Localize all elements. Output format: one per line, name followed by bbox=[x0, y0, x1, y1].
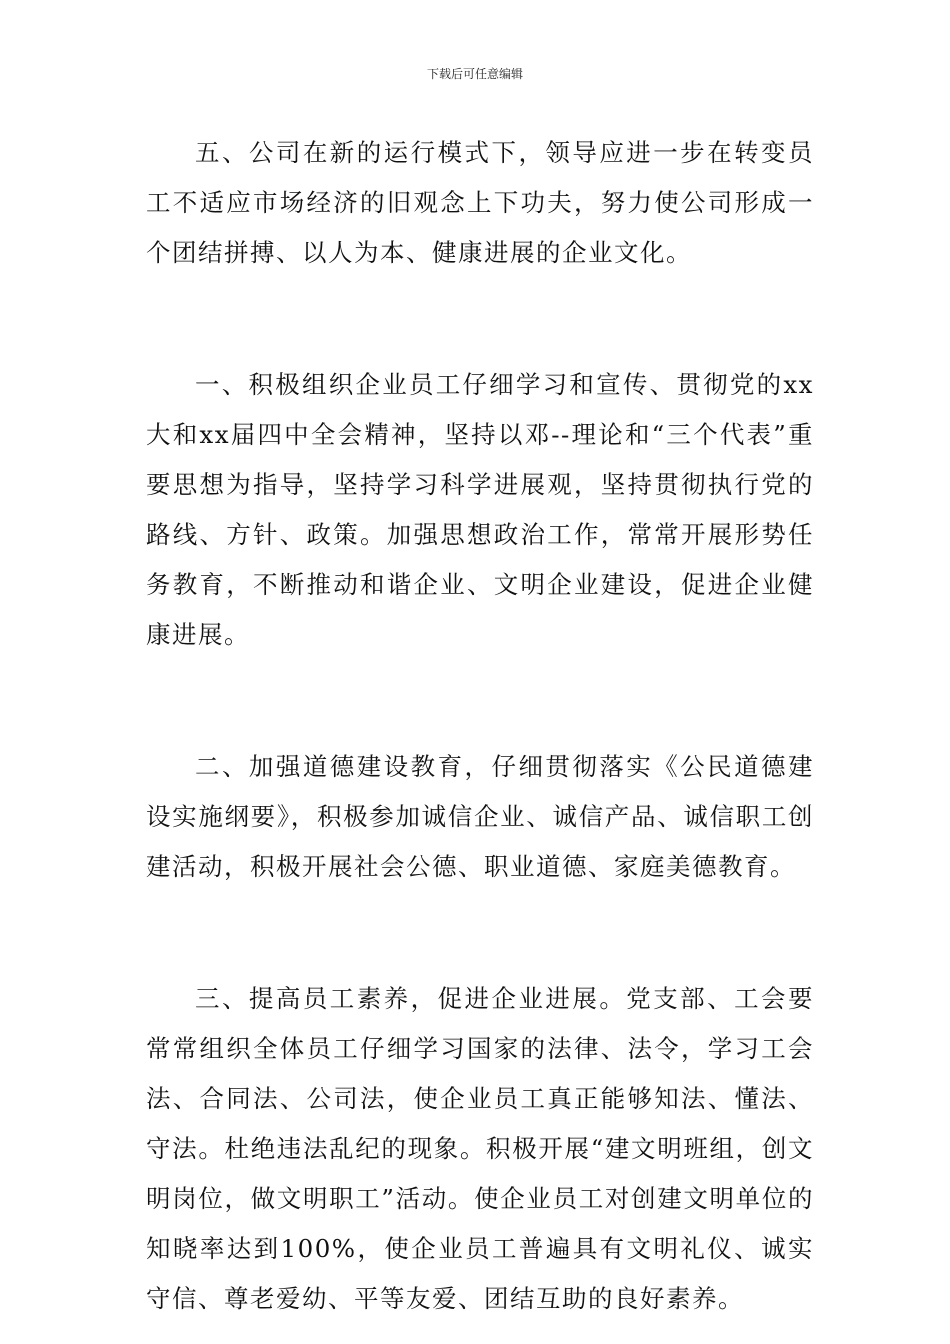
paragraph-5-corporate-culture: 五、公司在新的运行模式下，领导应进一步在转变员工不适应市场经济的旧观念上下功夫，努力使公司形成一个团结拼搏、以人为本、健康进展的企业文化。 bbox=[146, 138, 814, 267]
paragraph-1-political-study: 一、积极组织企业员工仔细学习和宣传、贯彻党的xx大和xx届四中全会精神，坚持以邓--理论和“三个代表”重要思想为指导，坚持学习科学进展观，坚持贯彻执行党的路线、方针、政策。加强思想政治工作，常常开展形势任务教育，不断推动和谐企业、文明企业建设，促进企业健康进展。 bbox=[146, 370, 814, 649]
paragraph-spacer bbox=[146, 892, 814, 974]
paragraph-spacer bbox=[146, 660, 814, 742]
paragraph-2-moral-education: 二、加强道德建设教育，仔细贯彻落实《公民道德建设实施纲要》，积极参加诚信企业、诚信产品、诚信职工创建活动，积极开展社会公德、职业道德、家庭美德教育。 bbox=[146, 752, 814, 881]
document-body bbox=[146, 128, 814, 1324]
paragraph-3-employee-quality: 三、提高员工素养，促进企业进展。党支部、工会要常常组织全体员工仔细学习国家的法律、法令，学习工会法、合同法、公司法，使企业员工真正能够知法、懂法、守法。杜绝违法乱纪的现象。积极开展“建文明班组，创文明岗位，做文明职工”活动。使企业员工对创建文明单位的知晓率达到100%，使企业员工普遍具有文明礼仪、诚实守信、尊老爱幼、平等友爱、团结互助的良好素养。 bbox=[146, 984, 814, 1313]
paragraph-spacer bbox=[146, 278, 814, 360]
page-header: 下载后可任意编辑 bbox=[426, 67, 523, 81]
